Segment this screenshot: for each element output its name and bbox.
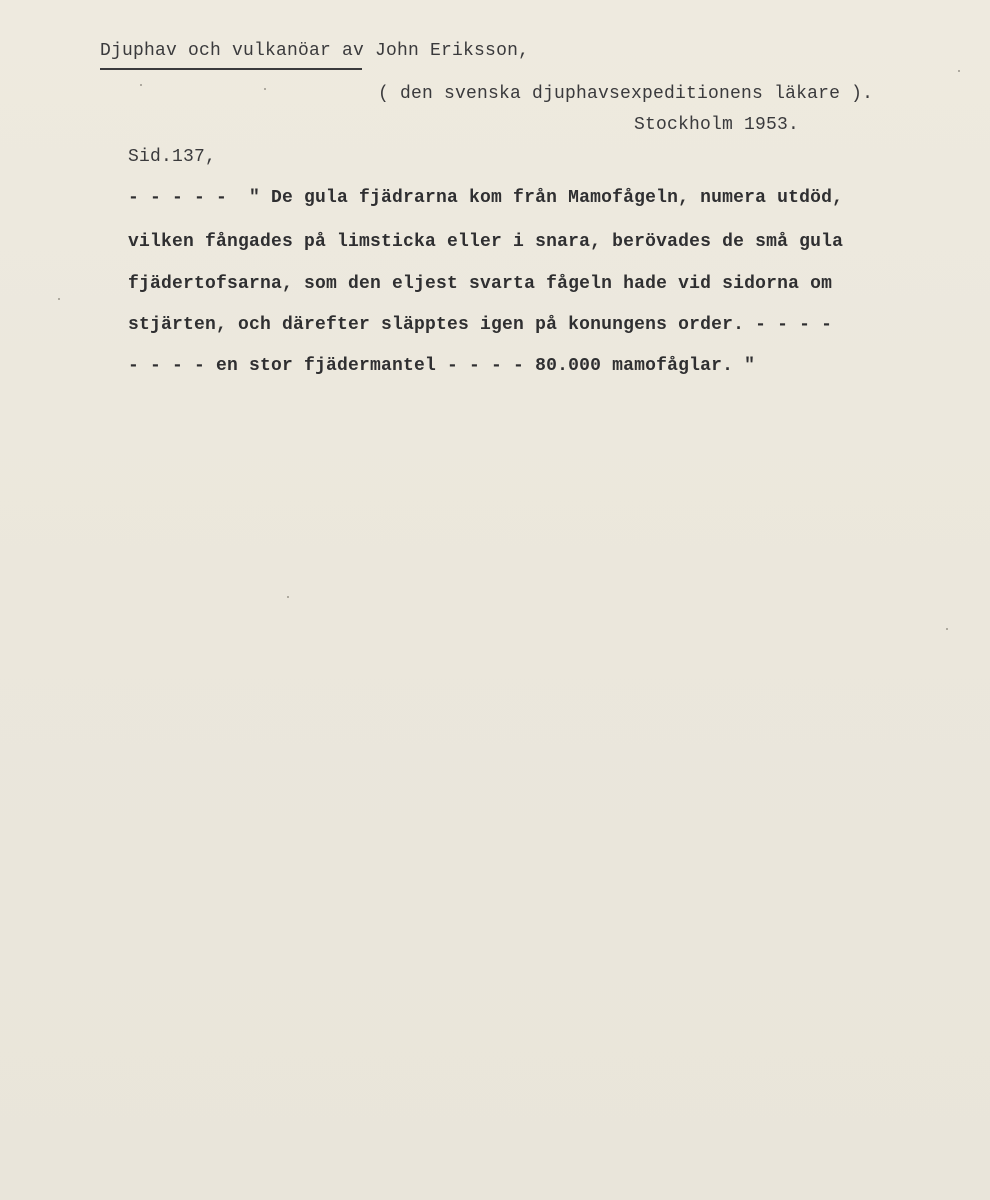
paper-speck (958, 70, 960, 72)
quote-line-5: - - - - en stor fjädermantel - - - - 80.000 mamofåglar. " (128, 356, 756, 376)
paper-speck (264, 88, 266, 90)
paper-speck (58, 298, 60, 300)
place-year: Stockholm 1953. (634, 115, 800, 135)
paper-speck (946, 628, 948, 630)
paper-speck (140, 84, 142, 86)
title-underline (100, 68, 362, 70)
quote-line-4: stjärten, och därefter släpptes igen på konungens order. - - - - (128, 315, 833, 335)
page-reference: Sid.137, (128, 147, 217, 167)
quote-line-2: vilken fångades på limsticka eller i snara, berövades de små gula (128, 232, 844, 252)
quote-line-1: - - - - - " De gula fjädrarna kom från Mamofågeln, numera utdöd, (128, 188, 844, 208)
quote-line-3: fjädertofsarna, som den eljest svarta fågeln hade vid sidorna om (128, 274, 833, 294)
author-note: ( den svenska djuphavsexpeditionens läkare ). (378, 84, 874, 104)
title-line: Djuphav och vulkanöar av John Eriksson, (100, 41, 530, 61)
paper-speck (287, 596, 289, 598)
